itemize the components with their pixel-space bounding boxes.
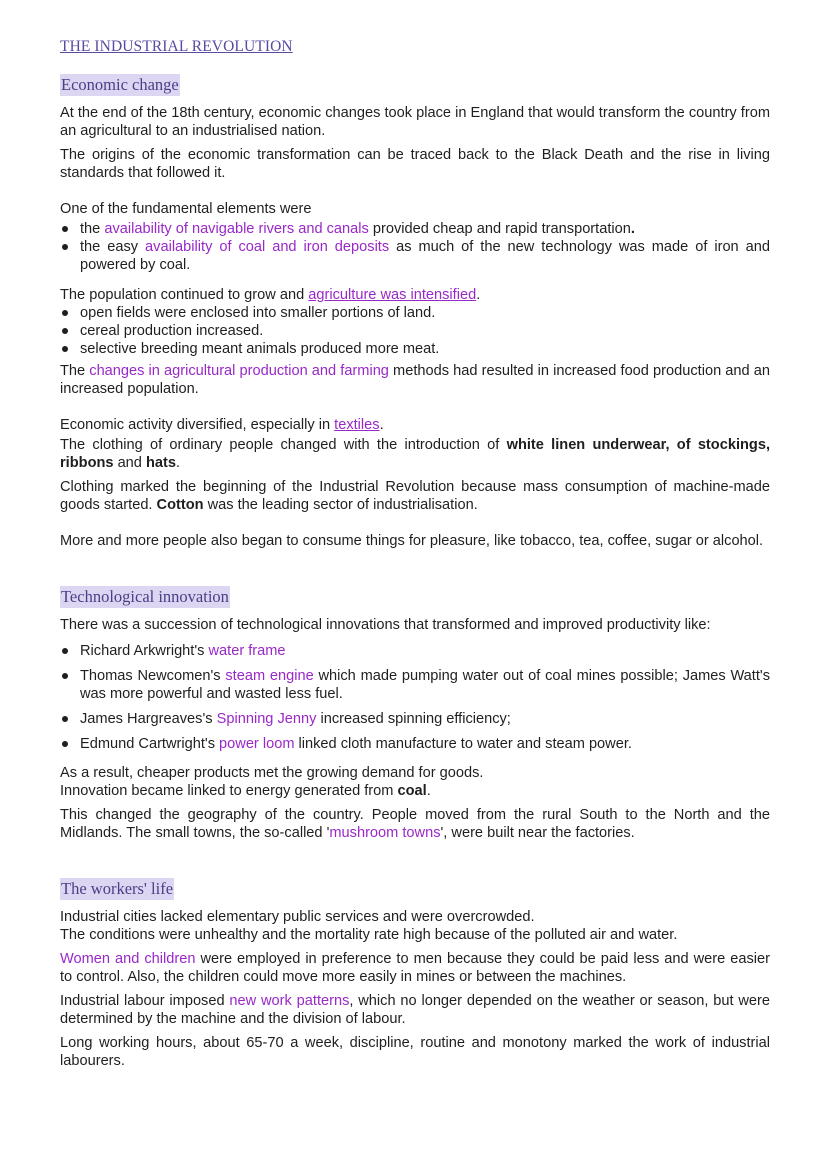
list-item: Richard Arkwright's water frame [60, 642, 770, 660]
paragraph: As a result, cheaper products met the growing demand for goods. [60, 765, 484, 781]
highlight-text: Spinning Jenny [216, 711, 317, 727]
highlight-text: availability of navigable rivers and canals [104, 221, 369, 237]
paragraph: Industrial cities lacked elementary public services and were overcrowded. [60, 909, 535, 925]
paragraph: Long working hours, about 65-70 a week, discipline, routine and monotony marked the work of industrial labourers. [60, 1035, 770, 1069]
document-title: THE INDUSTRIAL REVOLUTION [60, 38, 293, 55]
list-item: the availability of navigable rivers and canals provided cheap and rapid transportation. [60, 220, 770, 238]
paragraph: One of the fundamental elements were [60, 201, 312, 217]
list-item: Edmund Cartwright's power loom linked cloth manufacture to water and steam power. [60, 735, 770, 753]
list-item: cereal production increased. [60, 322, 770, 340]
section-workers-life [60, 878, 770, 1070]
paragraph: The conditions were unhealthy and the mortality rate high because of the polluted air and water. [60, 927, 678, 943]
document-page [60, 38, 770, 1076]
highlight-text: mushroom towns [329, 825, 441, 841]
list-item: open fields were enclosed into smaller portions of land. [60, 304, 770, 322]
highlight-text: water frame [208, 643, 286, 659]
paragraph: There was a succession of technological innovations that transformed and improved productivity like: [60, 617, 711, 633]
highlight-text: availability of coal and iron deposits [145, 239, 390, 255]
textiles-link[interactable]: textiles [334, 417, 380, 433]
paragraph: Clothing marked the beginning of the Industrial Revolution because mass consumption of machine-made goods started. Cotton was the leading sector of industrialisation. [60, 479, 770, 513]
section-economic-change [60, 74, 770, 550]
paragraph: Innovation became linked to energy generated from coal. [60, 783, 431, 799]
section-heading-tech: Technological innovation [61, 587, 229, 606]
bullet-list [60, 642, 770, 753]
highlight-text: changes in agricultural production and farming [89, 363, 389, 379]
paragraph: The origins of the economic transformation can be traced back to the Black Death and the rise in living standards that followed it. [60, 147, 770, 181]
section-heading-workers: The workers' life [61, 879, 174, 898]
paragraph: Women and children were employed in preference to men because they could be paid less and were easier to control. Also, the children could move more easily in mines or between the machines. [60, 951, 770, 985]
list-item: Thomas Newcomen's steam engine which made pumping water out of coal mines possible; James Watt's was more powerful and wasted less fuel. [60, 667, 770, 703]
section-technological-innovation [60, 586, 770, 842]
paragraph: The population continued to grow and agriculture was intensified. [60, 287, 481, 303]
list-item: James Hargreaves's Spinning Jenny increased spinning efficiency; [60, 710, 770, 728]
paragraph: At the end of the 18th century, economic changes took place in England that would transform the country from an agricultural to an industrialised nation. [60, 105, 770, 139]
highlight-text: Women and children [60, 951, 196, 967]
list-item: selective breeding meant animals produced more meat. [60, 340, 770, 358]
highlight-text: power loom [219, 736, 295, 752]
highlight-text: steam engine [225, 668, 314, 684]
paragraph: More and more people also began to consume things for pleasure, like tobacco, tea, coffee, sugar or alcohol. [60, 533, 764, 549]
highlight-text: new work patterns [229, 993, 350, 1009]
paragraph: The changes in agricultural production and farming methods had resulted in increased food production and an increased population. [60, 363, 770, 397]
agriculture-link[interactable]: agriculture was intensified [308, 287, 477, 303]
list-item: the easy availability of coal and iron deposits as much of the new technology was made of iron and powered by coal. [60, 238, 770, 274]
bullet-list [60, 220, 770, 274]
paragraph: Economic activity diversified, especially in textiles. [60, 417, 384, 433]
paragraph: This changed the geography of the country. People moved from the rural South to the North and the Midlands. The small towns, the so-called 'mushroom towns', were built near the factories. [60, 807, 770, 841]
paragraph: Industrial labour imposed new work patterns, which no longer depended on the weather or season, but were determined by the machine and the division of labour. [60, 993, 770, 1027]
section-heading-economic: Economic change [61, 75, 179, 94]
paragraph: The clothing of ordinary people changed with the introduction of white linen underwear, of stockings, ribbons and hats. [60, 437, 770, 471]
bullet-list [60, 304, 770, 358]
